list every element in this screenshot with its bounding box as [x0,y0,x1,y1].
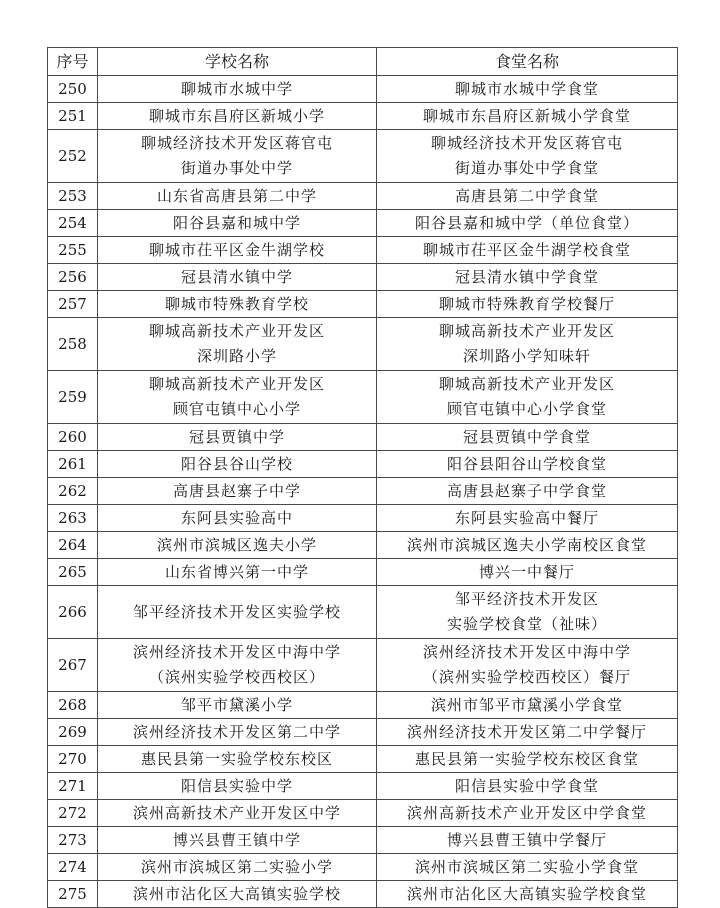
canteen-name-cell: 阳谷县阳谷山学校食堂 [377,451,678,478]
canteen-name-cell: 邹平经济技术开发区 实验学校食堂（祉味） [377,586,678,639]
header-school-name: 学校名称 [98,48,377,76]
table-row [48,505,678,532]
canteen-name-cell: 滨州经济技术开发区第二中学餐厅 [377,719,678,746]
row-number: 265 [48,559,98,586]
school-name-cell: 滨州经济技术开发区中海中学 （滨州实验学校西校区） [98,639,377,692]
canteen-name-cell: 滨州经济技术开发区中海中学 （滨州实验学校西校区）餐厅 [377,639,678,692]
table-row [48,451,678,478]
school-name-cell: 滨州高新技术产业开发区中学 [98,800,377,827]
school-name-cell: 高唐县赵寨子中学 [98,478,377,505]
canteen-name-cell: 博兴县曹王镇中学餐厅 [377,827,678,854]
school-name-cell: 滨州市滨城区第二实验小学 [98,854,377,881]
canteen-name-cell: 惠民县第一实验学校东校区食堂 [377,746,678,773]
row-number: 251 [48,103,98,130]
table-row [48,318,678,371]
table-row [48,692,678,719]
school-name-cell: 聊城高新技术产业开发区 顾官屯镇中心小学 [98,371,377,424]
school-name-cell: 阳谷县嘉和城中学 [98,210,377,237]
canteen-name-cell: 高唐县赵寨子中学食堂 [377,478,678,505]
canteen-name-cell: 滨州市邹平市黛溪小学食堂 [377,692,678,719]
row-number: 250 [48,76,98,103]
canteen-name-cell: 冠县清水镇中学食堂 [377,264,678,291]
school-name-cell: 聊城市水城中学 [98,76,377,103]
row-number: 254 [48,210,98,237]
table-row [48,264,678,291]
row-number: 274 [48,854,98,881]
canteen-name-cell: 博兴一中餐厅 [377,559,678,586]
table-row [48,746,678,773]
table-row [48,719,678,746]
table-row [48,854,678,881]
row-number: 261 [48,451,98,478]
canteen-name-cell: 滨州市滨城区第二实验小学食堂 [377,854,678,881]
canteen-name-cell: 聊城经济技术开发区蒋官屯 街道办事处中学食堂 [377,130,678,183]
row-number: 275 [48,881,98,908]
table-row [48,800,678,827]
canteen-name-cell: 阳谷县嘉和城中学（单位食堂） [377,210,678,237]
table-row [48,291,678,318]
row-number: 253 [48,183,98,210]
school-name-cell: 邹平市黛溪小学 [98,692,377,719]
table-row [48,478,678,505]
row-number: 264 [48,532,98,559]
canteen-name-cell: 聊城市东昌府区新城小学食堂 [377,103,678,130]
school-name-cell: 滨州经济技术开发区第二中学 [98,719,377,746]
school-name-cell: 聊城市茌平区金牛湖学校 [98,237,377,264]
table-row [48,827,678,854]
table-header-row [48,48,678,76]
row-number: 269 [48,719,98,746]
school-name-cell: 聊城市东昌府区新城小学 [98,103,377,130]
row-number: 255 [48,237,98,264]
table-row [48,424,678,451]
school-name-cell: 滨州市滨城区逸夫小学 [98,532,377,559]
row-number: 272 [48,800,98,827]
canteen-name-cell: 聊城市水城中学食堂 [377,76,678,103]
canteen-name-cell: 聊城市特殊教育学校餐厅 [377,291,678,318]
school-name-cell: 东阿县实验高中 [98,505,377,532]
table-row [48,237,678,264]
canteen-name-cell: 滨州市沾化区大高镇实验学校食堂 [377,881,678,908]
school-name-cell: 阳信县实验中学 [98,773,377,800]
table-row [48,130,678,183]
table-body [48,76,678,908]
row-number: 268 [48,692,98,719]
table-row [48,881,678,908]
table-row [48,183,678,210]
canteen-list-sheet [47,47,677,908]
canteen-name-cell: 聊城高新技术产业开发区 顾官屯镇中心小学食堂 [377,371,678,424]
school-name-cell: 聊城高新技术产业开发区 深圳路小学 [98,318,377,371]
row-number: 259 [48,371,98,424]
table-row [48,559,678,586]
canteen-name-cell: 滨州高新技术产业开发区中学食堂 [377,800,678,827]
canteen-name-cell: 冠县贾镇中学食堂 [377,424,678,451]
school-name-cell: 山东省高唐县第二中学 [98,183,377,210]
canteen-name-cell: 东阿县实验高中餐厅 [377,505,678,532]
row-number: 258 [48,318,98,371]
table-row [48,103,678,130]
header-canteen-name: 食堂名称 [377,48,678,76]
row-number: 262 [48,478,98,505]
school-canteen-table [47,47,678,908]
table-row [48,586,678,639]
school-name-cell: 聊城市特殊教育学校 [98,291,377,318]
table-row [48,532,678,559]
row-number: 266 [48,586,98,639]
row-number: 263 [48,505,98,532]
row-number: 256 [48,264,98,291]
canteen-name-cell: 聊城市茌平区金牛湖学校食堂 [377,237,678,264]
row-number: 252 [48,130,98,183]
row-number: 267 [48,639,98,692]
school-name-cell: 冠县清水镇中学 [98,264,377,291]
school-name-cell: 阳谷县谷山学校 [98,451,377,478]
school-name-cell: 聊城经济技术开发区蒋官屯 街道办事处中学 [98,130,377,183]
school-name-cell: 冠县贾镇中学 [98,424,377,451]
canteen-name-cell: 聊城高新技术产业开发区 深圳路小学知味轩 [377,318,678,371]
row-number: 260 [48,424,98,451]
table-row [48,371,678,424]
school-name-cell: 滨州市沾化区大高镇实验学校 [98,881,377,908]
school-name-cell: 山东省博兴第一中学 [98,559,377,586]
table-row [48,210,678,237]
row-number: 270 [48,746,98,773]
school-name-cell: 惠民县第一实验学校东校区 [98,746,377,773]
school-name-cell: 博兴县曹王镇中学 [98,827,377,854]
row-number: 271 [48,773,98,800]
table-row [48,76,678,103]
row-number: 273 [48,827,98,854]
school-name-cell: 邹平经济技术开发区实验学校 [98,586,377,639]
table-row [48,773,678,800]
canteen-name-cell: 阳信县实验中学食堂 [377,773,678,800]
header-number: 序号 [48,48,98,76]
table-row [48,639,678,692]
canteen-name-cell: 高唐县第二中学食堂 [377,183,678,210]
canteen-name-cell: 滨州市滨城区逸夫小学南校区食堂 [377,532,678,559]
row-number: 257 [48,291,98,318]
